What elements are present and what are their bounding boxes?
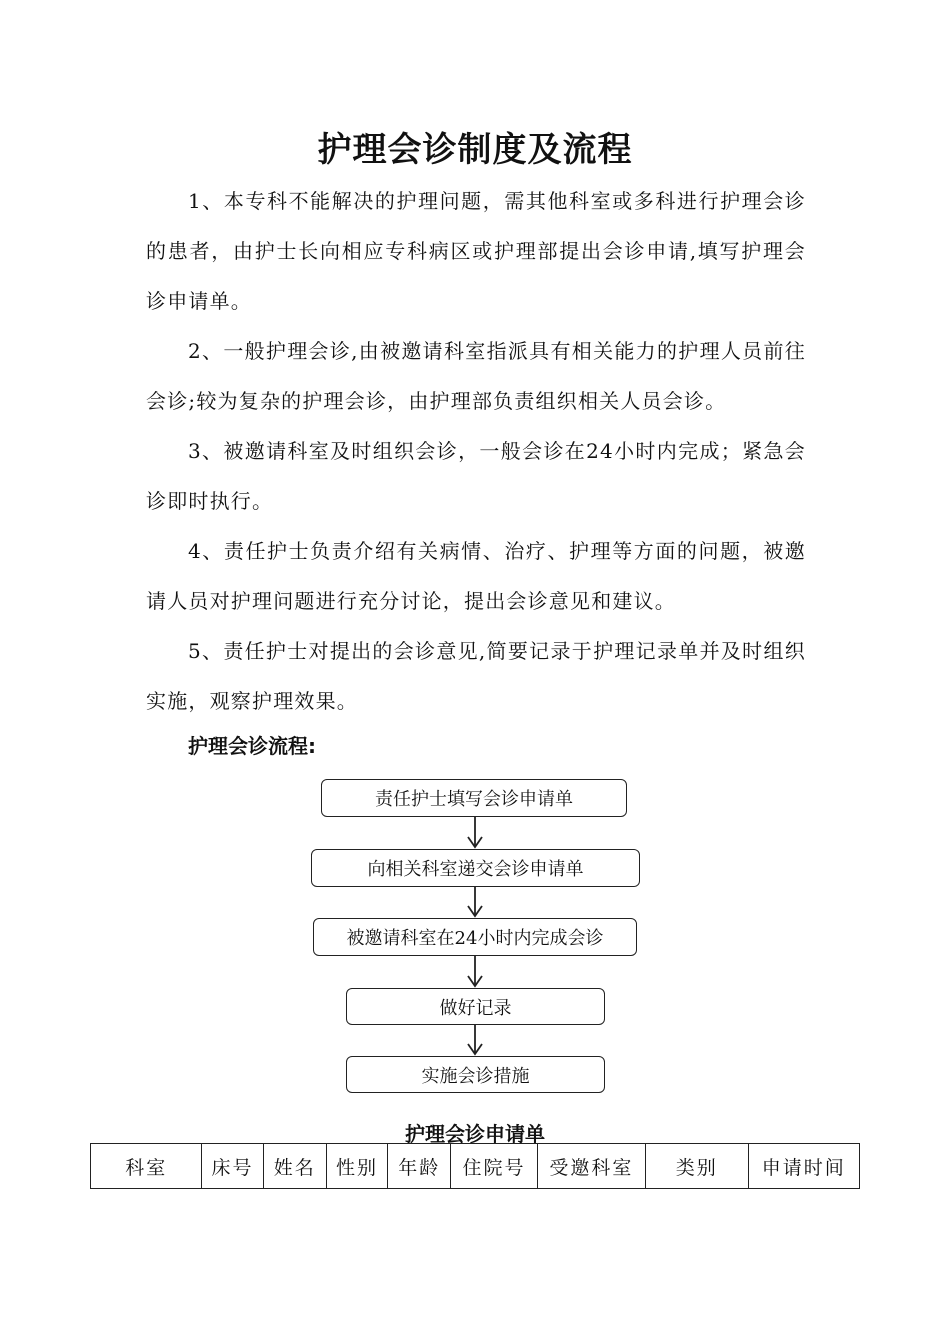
paragraph-2: 2、一般护理会诊,由被邀请科室指派具有相关能力的护理人员前往会诊;较为复杂的护理会诊，由护理部负责组织相关人员会诊。 (146, 339, 806, 413)
column-header: 申请时间 (748, 1144, 860, 1189)
down-arrow-icon (460, 887, 490, 918)
column-header: 住院号 (451, 1144, 537, 1189)
down-arrow-icon (460, 817, 490, 849)
flow-step-4: 做好记录 (346, 988, 605, 1025)
column-header: 类别 (646, 1144, 748, 1189)
paragraph-3: 3、被邀请科室及时组织会诊，一般会诊在24小时内完成；紧急会诊即时执行。 (146, 439, 806, 513)
form-title: 护理会诊申请单 (405, 1122, 545, 1146)
column-header: 年龄 (388, 1144, 451, 1189)
column-header: 受邀科室 (537, 1144, 645, 1189)
column-header: 科室 (91, 1144, 202, 1189)
flow-step-1: 责任护士填写会诊申请单 (321, 779, 627, 817)
column-header: 性别 (326, 1144, 387, 1189)
flow-step-5: 实施会诊措施 (346, 1056, 605, 1093)
paragraph-4: 4、责任护士负责介绍有关病情、治疗、护理等方面的问题，被邀请人员对护理问题进行充分讨论，提出会诊意见和建议。 (146, 539, 806, 613)
down-arrow-icon (460, 1025, 490, 1056)
paragraph-5: 5、责任护士对提出的会诊意见,简要记录于护理记录单并及时组织实施，观察护理效果。 (146, 639, 806, 713)
column-header: 床号 (202, 1144, 263, 1189)
paragraph-1: 1、本专科不能解决的护理问题，需其他科室或多科进行护理会诊的患者，由护士长向相应专科病区或护理部提出会诊申请,填写护理会诊申请单。 (146, 189, 806, 313)
table-header-row (91, 1144, 860, 1189)
column-header: 姓名 (263, 1144, 326, 1189)
flow-step-2: 向相关科室递交会诊申请单 (311, 849, 640, 887)
document-body (146, 176, 806, 726)
flow-heading: 护理会诊流程: (188, 734, 316, 758)
document-title: 护理会诊制度及流程 (317, 130, 633, 170)
application-form-table (90, 1143, 860, 1189)
down-arrow-icon (460, 956, 490, 988)
flow-step-3: 被邀请科室在24小时内完成会诊 (313, 918, 637, 956)
